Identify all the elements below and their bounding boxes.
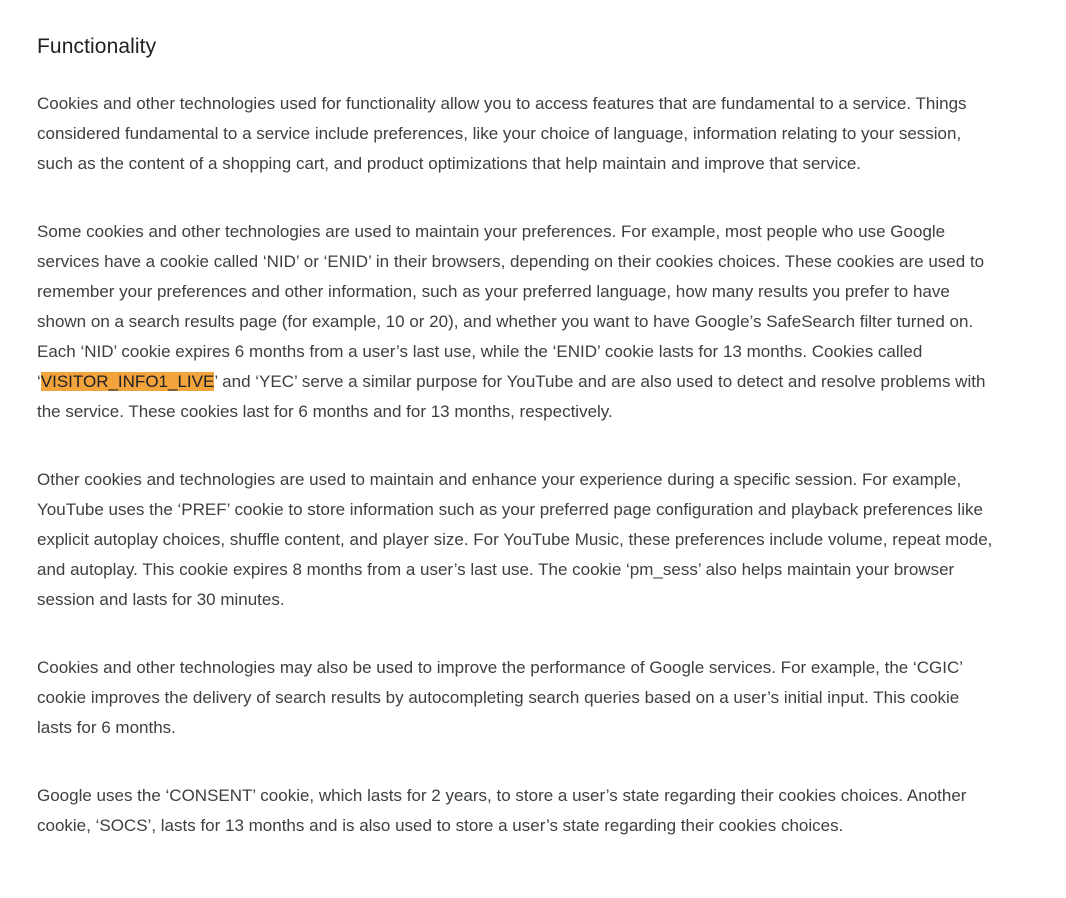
paragraph-performance: Cookies and other technologies may also be used to improve the performance of Google services. For example, the ‘CGIC’ cookie improves the delivery of search results by autocompleting search queries based on a user’s initial input. This cookie lasts for 6 months.: [37, 658, 963, 737]
paragraph-preferences-text-before: Some cookies and other technologies are used to maintain your preferences. For example, most people who use Google services have a cookie called ‘NID’ or ‘ENID’ in their browsers, depending on their cookies choices. These cookies are used to remember your preferences and other information, such as your preferred language, how many results you prefer to have shown on a search results page (for example, 10 or 20), and whether you want to have Google’s SafeSearch filter turned on. Each ‘NID’ cookie expires 6 months from a user’s last use, while the ‘ENID’ cookie lasts for 13 months. Cookies called ‘: [37, 222, 985, 391]
paragraph-preferences-text-after: ’ and ‘YEC’ serve a similar purpose for YouTube and are also used to detect and resolve problems with the service. These cookies last for 6 months and for 13 months, respectively.: [37, 372, 986, 421]
paragraph-preferences: [37, 217, 997, 427]
paragraph-consent: Google uses the ‘CONSENT’ cookie, which lasts for 2 years, to store a user’s state regarding their cookies choices. Another cookie, ‘SOCS’, lasts for 13 months and is also used to store a user’s state regarding their cookies choices.: [37, 786, 967, 835]
paragraph-functionality-intro: Cookies and other technologies used for functionality allow you to access features that are fundamental to a service. Things considered fundamental to a service include preferences, like your choice of language, information relating to your session, such as the content of a shopping cart, and product optimizations that help maintain and improve that service.: [37, 94, 967, 173]
functionality-section: [37, 33, 997, 879]
section-title: Functionality: [37, 35, 157, 58]
paragraph-session: Other cookies and technologies are used to maintain and enhance your experience during a specific session. For example, YouTube uses the ‘PREF’ cookie to store information such as your preferred page configuration and playback preferences like explicit autoplay choices, shuffle content, and player size. For YouTube Music, these preferences include volume, repeat mode, and autoplay. This cookie expires 8 months from a user’s last use. The cookie ‘pm_sess’ also helps maintain your browser session and lasts for 30 minutes.: [37, 470, 993, 609]
highlighted-cookie-name: VISITOR_INFO1_LIVE: [40, 372, 215, 391]
